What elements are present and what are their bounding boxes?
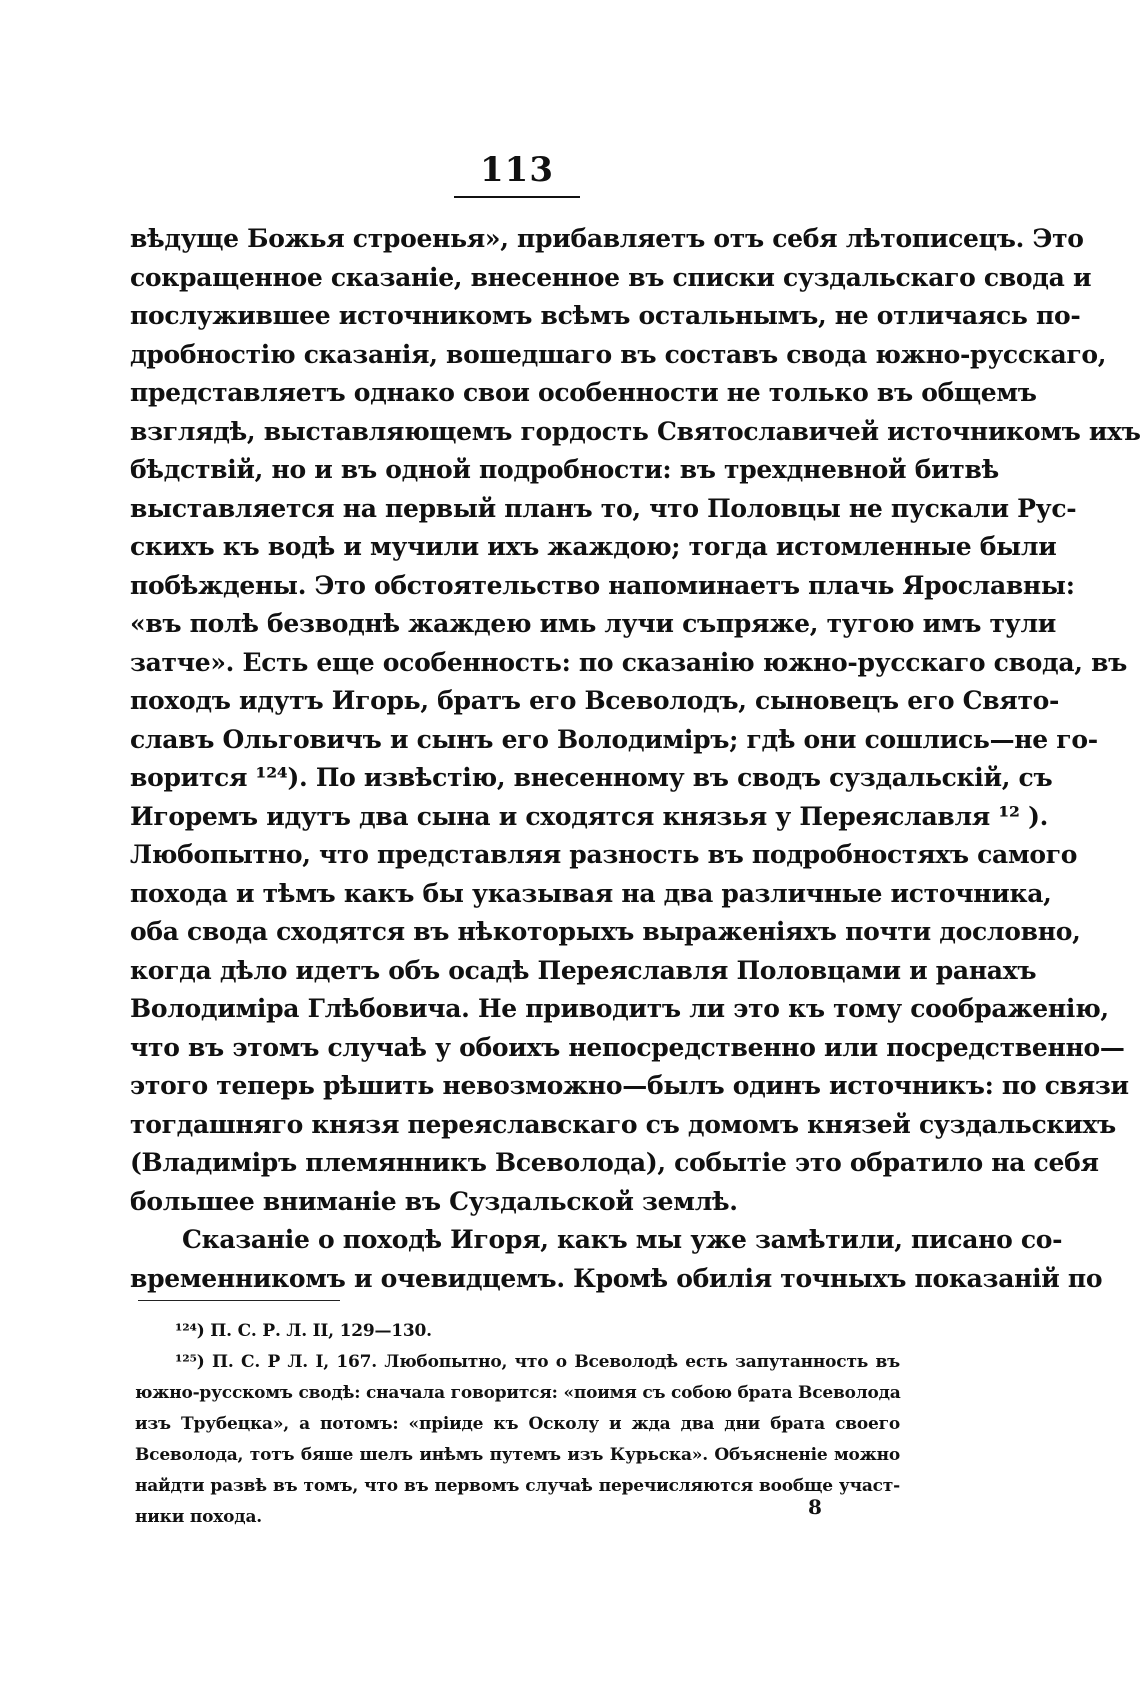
body-line: что въ этомъ случаѣ у обоихъ непосредственно или посредственно— (130, 1032, 1125, 1062)
body-line: Любопытно, что представляя разность въ подробностяхъ самого (130, 840, 1078, 869)
footnote-line: изъ Трубецка», а потомъ: «пріиде къ Осколу и жда два дни брата своего (135, 1414, 900, 1434)
body-line: выставляется на первый планъ то, что Половцы не пускали Рус- (130, 493, 1077, 523)
body-line: вѣдуще Божья строенья», прибавляетъ отъ себя лѣтописецъ. Это (130, 224, 1084, 253)
footnote-line: ¹²⁴) П. С. Р. Л. II, 129—130. (175, 1321, 432, 1341)
body-line: бѣдствій, но и въ одной подробности: въ трехдневной битвѣ (130, 455, 999, 484)
body-line: взглядѣ, выставляющемъ гордость Святославичей источникомъ ихъ (130, 416, 1141, 446)
body-line: когда дѣло идетъ объ осадѣ Переяславля Половцами и ранахъ (130, 955, 1037, 985)
body-line: представляетъ однако свои особенности не только въ общемъ (130, 378, 1037, 407)
body-text (130, 220, 1141, 1298)
footnote-line: найдти развѣ въ томъ, что въ первомъ случаѣ перечисляются вообще участ- (135, 1476, 900, 1496)
body-line: (Владиміръ племянникъ Всеволода), событіе это обратило на себя (130, 1148, 1099, 1177)
body-line: Володиміра Глѣбовича. Не приводитъ ли это къ тому соображенію, (130, 994, 1109, 1023)
body-line: большее вниманіе въ Суздальской землѣ. (130, 1186, 738, 1216)
body-line: послужившее источникомъ всѣмъ остальнымъ, не отличаясь по- (130, 301, 1081, 330)
body-line: временникомъ и очевидцемъ. Кромѣ обилія точныхъ показаній по (130, 1263, 1103, 1293)
footnote-line: ники похода. (135, 1507, 262, 1527)
body-line: похода и тѣмъ какъ бы указывая на два различные источника, (130, 878, 1052, 908)
body-line: славъ Ольговичъ и сынъ его Володиміръ; гдѣ они сошлись—не го- (130, 724, 1098, 754)
body-line: «въ полѣ безводнѣ жаждею имь лучи съпряже, тугою имъ тули (130, 609, 1057, 638)
footnote-rule (138, 1300, 340, 1301)
body-line: оба свода сходятся въ нѣкоторыхъ выраженіяхъ почти дословно, (130, 917, 1081, 946)
body-line: Игоремъ идутъ два сына и сходятся князья у Переяславля ¹² ). (130, 801, 1049, 831)
body-line: Сказаніе о походѣ Игоря, какъ мы уже замѣтили, писано со- (182, 1225, 1063, 1254)
body-line: походъ идутъ Игорь, братъ его Всеволодъ, сыновецъ его Свято- (130, 686, 1060, 715)
body-line: скихъ къ водѣ и мучили ихъ жаждою; тогда истомленные были (130, 532, 1057, 561)
body-line: этого теперь рѣшить невозможно—былъ одинъ источникъ: по связи (130, 1071, 1129, 1100)
footnotes (135, 1316, 900, 1533)
page-number-rule (454, 196, 580, 198)
footnote-line: южно-русскомъ сводѣ: сначала говорится: «поимя съ собою брата Всеволода (135, 1383, 901, 1403)
body-line: дробностію сказанія, вошедшаго въ составъ свода южно-русскаго, (130, 339, 1107, 369)
body-line: ворится ¹²⁴). По извѣстію, внесенному въ сводъ суздальскій, съ (130, 763, 1053, 792)
body-line: сокращенное сказаніе, внесенное въ списки суздальскаго свода и (130, 262, 1092, 292)
signature-mark: 8 (808, 1495, 822, 1519)
page-number: 113 (480, 150, 554, 190)
footnote-line: Всеволода, тотъ бяше шелъ инѣмъ путемъ изъ Курьска». Объясненіе можно (135, 1445, 900, 1465)
body-line: тогдашняго князя переяславскаго съ домомъ князей суздальскихъ (130, 1109, 1116, 1139)
body-line: затче». Есть еще особенность: по сказанію южно-русскаго свода, въ (130, 647, 1128, 677)
body-line: побѣждены. Это обстоятельство напоминаетъ плачь Ярославны: (130, 570, 1075, 600)
footnote-line: ¹²⁵) П. С. Р Л. I, 167. Любопытно, что о Всеволодѣ есть запутанность въ (175, 1352, 900, 1372)
